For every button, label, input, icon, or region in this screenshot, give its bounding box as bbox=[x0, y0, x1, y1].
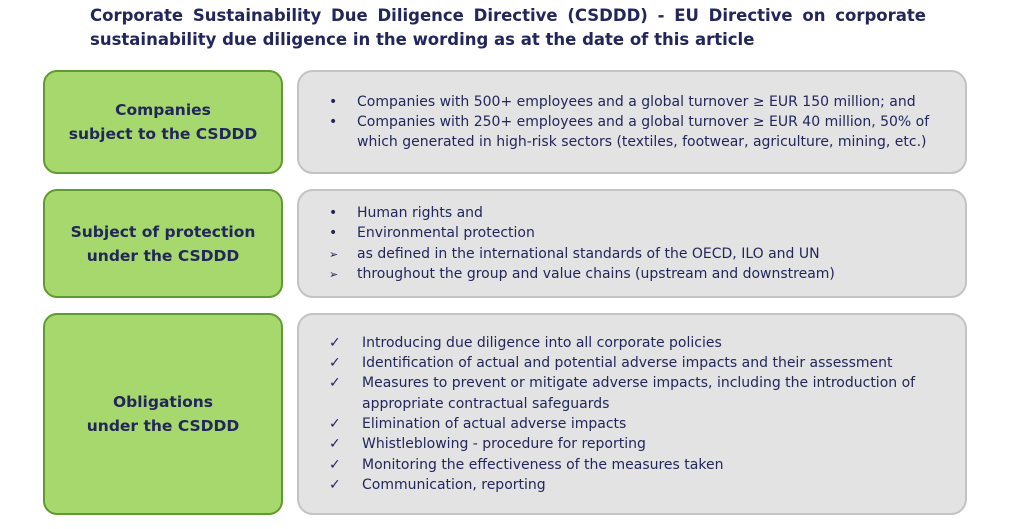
obligations-label: Obligations under the CSDDD bbox=[86, 393, 240, 435]
bullet-icon: • bbox=[329, 113, 338, 130]
protection-label-box bbox=[43, 189, 283, 298]
list-item bbox=[329, 475, 949, 495]
checkmark-icon: ✓ bbox=[329, 416, 341, 432]
arrow-icon: ➢ bbox=[329, 267, 339, 281]
obligations-label-box bbox=[43, 313, 283, 515]
list-item bbox=[329, 333, 949, 353]
checkmark-icon: ✓ bbox=[329, 476, 341, 493]
list-item bbox=[329, 244, 949, 264]
bullet-icon: • bbox=[329, 204, 338, 221]
companies-label: Companies subject to the CSDDD bbox=[68, 101, 258, 143]
list-item bbox=[329, 92, 949, 112]
list-item-text: Companies with 250+ employees and a global turnover ≥ EUR 40 million, 50% of which generated in high-risk sectors (textiles, footwear, agriculture, mining, etc.) bbox=[357, 113, 930, 151]
list-item-text: Whistleblowing - procedure for reporting bbox=[362, 436, 646, 453]
checkmark-icon: ✓ bbox=[329, 355, 341, 372]
checkmark-icon: ✓ bbox=[329, 334, 341, 351]
list-item-text: Human rights and bbox=[357, 204, 483, 221]
list-item-text: Identification of actual and potential adverse impacts and their assessment bbox=[362, 355, 893, 372]
bullet-icon: • bbox=[329, 93, 338, 110]
list-item bbox=[329, 353, 949, 373]
list-item bbox=[329, 434, 949, 454]
obligations-list bbox=[299, 333, 965, 495]
obligations-content-box bbox=[297, 313, 967, 515]
list-item bbox=[329, 373, 949, 414]
checkmark-icon: ✓ bbox=[329, 375, 341, 392]
list-item bbox=[329, 203, 949, 223]
protection-list bbox=[299, 203, 965, 284]
list-item bbox=[329, 414, 949, 434]
list-item bbox=[329, 112, 949, 153]
list-item-text: Companies with 500+ employees and a global turnover ≥ EUR 150 million; and bbox=[357, 93, 916, 110]
arrow-icon: ➢ bbox=[329, 247, 339, 261]
list-item-text: Communication, reporting bbox=[362, 476, 546, 493]
companies-label-box bbox=[43, 70, 283, 174]
checkmark-icon: ✓ bbox=[329, 456, 341, 473]
diagram-title: Corporate Sustainability Due Diligence Directive (CSDDD) - EU Directive on corporate sustainability due diligence in the wording as at the date of this article bbox=[90, 6, 926, 49]
list-item-text: Elimination of actual adverse impacts bbox=[362, 416, 627, 432]
protection-content-box bbox=[297, 189, 967, 298]
protection-label: Subject of protection under the CSDDD bbox=[70, 222, 256, 265]
list-item bbox=[329, 223, 949, 243]
list-item-text: Environmental protection bbox=[357, 225, 535, 242]
list-item-text: as defined in the international standards of the OECD, ILO and UN bbox=[357, 245, 820, 262]
list-item-text: Monitoring the effectiveness of the measures taken bbox=[362, 456, 724, 473]
checkmark-icon: ✓ bbox=[329, 436, 341, 453]
list-item bbox=[329, 264, 949, 284]
companies-list bbox=[299, 92, 965, 153]
list-item-text: Introducing due diligence into all corporate policies bbox=[362, 334, 722, 351]
list-item bbox=[329, 455, 949, 475]
list-item-text: throughout the group and value chains (upstream and downstream) bbox=[357, 265, 835, 282]
companies-content-box bbox=[297, 70, 967, 174]
list-item-text: Measures to prevent or mitigate adverse impacts, including the introduction of appropriate contractual safeguards bbox=[362, 375, 916, 412]
bullet-icon: • bbox=[329, 225, 338, 242]
